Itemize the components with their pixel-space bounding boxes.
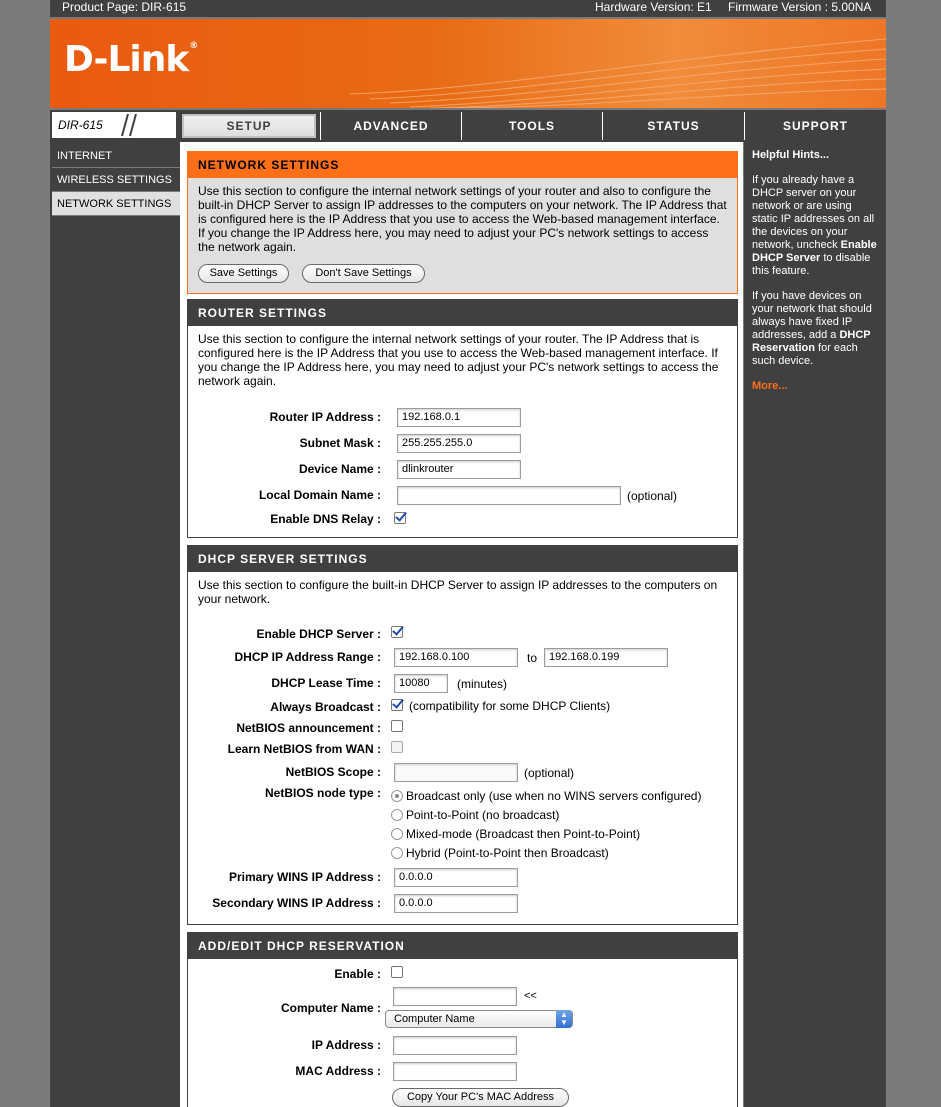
hint-dhcp-server: If you already have a DHCP server on your network or are using static IP addresses on all the devices on your network, uncheck Enable DHCP Server to disable this feature.	[752, 174, 877, 277]
netbios-announcement-checkbox[interactable]	[391, 720, 403, 732]
node-type-mixed-radio[interactable]	[391, 828, 403, 840]
secondary-wins-input[interactable]: 0.0.0.0	[394, 894, 518, 913]
sidebar-item-network-settings[interactable]: NETWORK SETTINGS	[52, 192, 180, 216]
learn-netbios-wan-label: Learn NetBIOS from WAN :	[227, 742, 381, 756]
lease-time-label: DHCP Lease Time :	[271, 676, 381, 690]
reservation-enable-checkbox[interactable]	[391, 966, 403, 978]
copy-computer-name-arrow[interactable]: <<	[524, 990, 537, 1002]
dhcp-reservation-title: ADD/EDIT DHCP RESERVATION	[188, 933, 737, 959]
computer-name-select-value: Computer Name	[394, 1013, 475, 1025]
local-domain-label: Local Domain Name :	[258, 488, 381, 502]
select-updown-icon: ▲ ▼	[556, 1010, 572, 1028]
dhcp-server-settings-panel	[187, 545, 738, 925]
sidebar-item-wireless-settings[interactable]: WIRELESS SETTINGS	[52, 168, 180, 192]
always-broadcast-note: (compatibility for some DHCP Clients)	[409, 699, 611, 713]
top-info-bar	[50, 0, 886, 17]
model-badge	[52, 112, 176, 138]
enable-dhcp-checkbox[interactable]	[391, 626, 403, 638]
hints-more-link[interactable]: More...	[752, 380, 788, 392]
node-type-hybrid-label: Hybrid (Point-to-Point then Broadcast)	[406, 846, 609, 860]
netbios-node-type-label: NetBIOS node type :	[264, 786, 381, 800]
node-type-broadcast-label: Broadcast only (use when no WINS servers configured)	[406, 789, 702, 803]
dhcp-range-start-input[interactable]: 192.168.0.100	[394, 648, 518, 667]
reservation-enable-label: Enable :	[334, 967, 381, 981]
tab-setup[interactable]: SETUP	[180, 112, 318, 140]
primary-wins-label: Primary WINS IP Address :	[228, 870, 381, 884]
dhcp-reservation-panel	[187, 932, 738, 1107]
tab-status[interactable]: STATUS	[602, 112, 744, 140]
reservation-mac-input[interactable]	[393, 1062, 517, 1081]
dhcp-server-settings-title: DHCP SERVER SETTINGS	[188, 546, 737, 572]
netbios-scope-optional-note: (optional)	[524, 766, 575, 780]
lease-time-input[interactable]: 10080	[394, 674, 448, 693]
sidebar-item-internet[interactable]: INTERNET	[52, 144, 180, 168]
reservation-ip-input[interactable]	[393, 1036, 517, 1055]
tab-support[interactable]: SUPPORT	[744, 112, 886, 140]
tab-advanced[interactable]: ADVANCED	[320, 112, 461, 140]
computer-name-label: Computer Name :	[280, 1001, 381, 1015]
router-settings-description: Use this section to configure the internal network settings of your router. The IP Address that is configured here is the IP Address that you use to access the Web-based management interface. If you change the IP Address here, you may need to adjust your PC's network settings to access the network again.	[198, 332, 719, 388]
copy-mac-address-button[interactable]: Copy Your PC's MAC Address	[392, 1088, 569, 1107]
local-domain-optional-note: (optional)	[627, 489, 678, 503]
subnet-mask-input[interactable]: 255.255.255.0	[397, 434, 521, 453]
local-domain-input[interactable]	[397, 486, 621, 505]
computer-name-select[interactable]	[385, 1010, 573, 1028]
tab-tools[interactable]: TOOLS	[461, 112, 602, 140]
firmware-version: Firmware Version : 5.00NA	[728, 0, 872, 14]
netbios-scope-input[interactable]	[394, 763, 518, 782]
secondary-wins-label: Secondary WINS IP Address :	[212, 896, 381, 910]
dont-save-settings-button[interactable]: Don't Save Settings	[302, 264, 425, 283]
netbios-announcement-label: NetBIOS announcement :	[236, 721, 381, 735]
reservation-mac-label: MAC Address :	[295, 1064, 381, 1078]
hints-title: Helpful Hints...	[752, 149, 829, 161]
hardware-version: Hardware Version: E1	[595, 0, 712, 14]
dns-relay-label: Enable DNS Relay :	[270, 512, 381, 526]
node-type-hybrid-radio[interactable]	[391, 847, 403, 859]
sidebar	[50, 142, 180, 1107]
computer-name-input[interactable]	[393, 987, 517, 1006]
banner-swoosh-graphic	[350, 19, 886, 108]
dlink-logo: D-Link®	[64, 39, 198, 80]
model-name: DIR-615	[58, 118, 103, 132]
dhcp-range-label: DHCP IP Address Range :	[234, 650, 381, 664]
router-ip-label: Router IP Address :	[269, 410, 381, 424]
network-settings-panel	[187, 151, 738, 294]
dns-relay-checkbox[interactable]	[394, 512, 406, 524]
router-settings-panel	[187, 299, 738, 538]
reservation-ip-label: IP Address :	[311, 1038, 381, 1052]
node-type-mixed-label: Mixed-mode (Broadcast then Point-to-Point)	[406, 827, 641, 841]
always-broadcast-checkbox[interactable]	[391, 699, 403, 711]
enable-dhcp-label: Enable DHCP Server :	[256, 627, 381, 641]
dhcp-range-end-input[interactable]: 192.168.0.199	[544, 648, 668, 667]
learn-netbios-wan-checkbox[interactable]	[391, 741, 403, 753]
lease-time-unit: (minutes)	[457, 677, 508, 691]
always-broadcast-label: Always Broadcast :	[270, 700, 381, 714]
netbios-scope-label: NetBIOS Scope :	[285, 765, 381, 779]
router-settings-title: ROUTER SETTINGS	[188, 300, 737, 326]
top-navigation	[50, 110, 886, 142]
save-settings-button[interactable]: Save Settings	[198, 264, 289, 283]
dhcp-range-to-label: to	[527, 651, 538, 665]
dhcp-server-description: Use this section to configure the built-in DHCP Server to assign IP addresses to the computers on your network.	[198, 578, 718, 606]
device-name-input[interactable]: dlinkrouter	[397, 460, 521, 479]
main-content	[180, 142, 743, 1107]
slash-decoration-icon	[118, 112, 142, 138]
device-name-label: Device Name :	[298, 462, 381, 476]
network-settings-description: Use this section to configure the internal network settings of your router and also to configure the built-in DHCP Server to assign IP addresses to the computers on your network. The IP Address that is configured here is the IP Address that you use to access the Web-based management interface. If you change the IP Address here, you may need to adjust your PC's network settings to access the network again.	[198, 184, 727, 254]
helpful-hints-sidebar	[744, 142, 886, 1107]
router-ip-input[interactable]: 192.168.0.1	[397, 408, 521, 427]
product-page-label: Product Page: DIR-615	[62, 0, 187, 14]
brand-banner	[50, 19, 886, 108]
primary-wins-input[interactable]: 0.0.0.0	[394, 868, 518, 887]
node-type-broadcast-radio[interactable]	[391, 790, 403, 802]
node-type-p2p-label: Point-to-Point (no broadcast)	[406, 808, 560, 822]
network-settings-title: NETWORK SETTINGS	[188, 152, 737, 178]
node-type-p2p-radio[interactable]	[391, 809, 403, 821]
hint-dhcp-reservation: If you have devices on your network that should always have fixed IP addresses, add a DHCP Reservation for each such device.	[752, 290, 872, 367]
subnet-mask-label: Subnet Mask :	[299, 436, 381, 450]
